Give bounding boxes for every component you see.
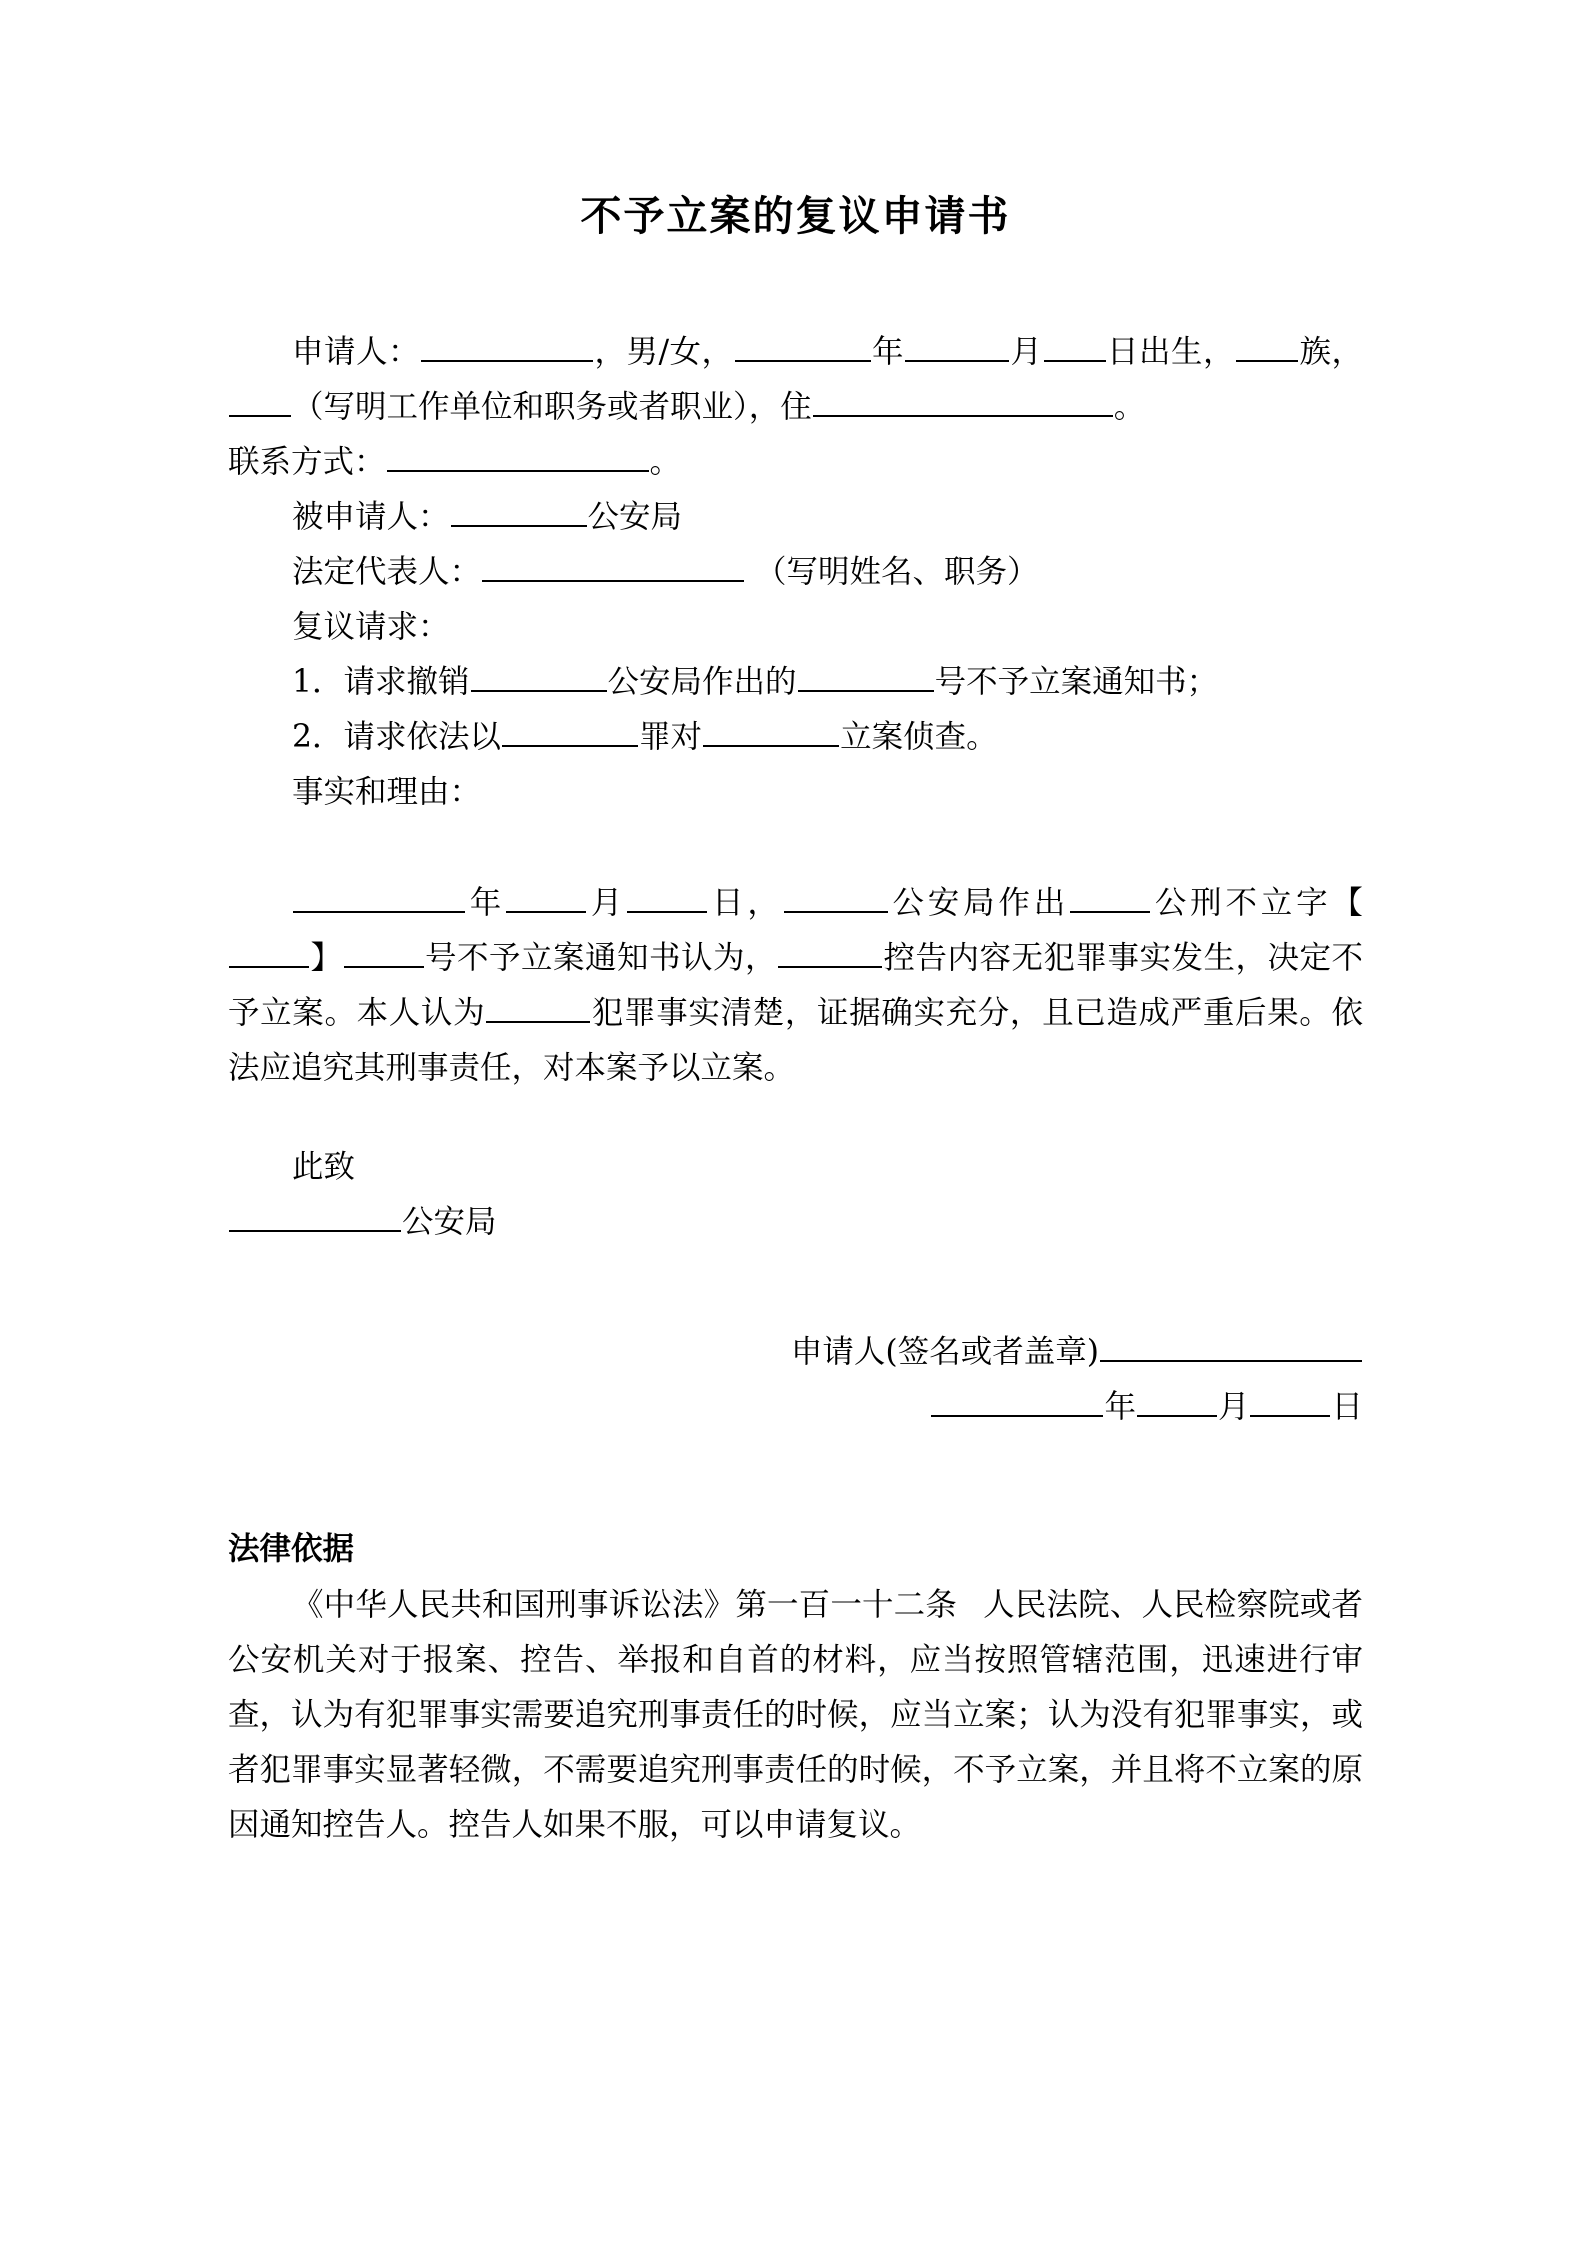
sign-day-blank[interactable] [1250, 1384, 1330, 1417]
fact-day-blank[interactable] [627, 880, 707, 913]
born-continuation: 生， [1170, 334, 1235, 370]
fact-month-blank[interactable] [506, 880, 586, 913]
closing-addressee [228, 1195, 1363, 1250]
request-2-prefix: 2．请求依法以 [292, 719, 502, 755]
legal-representative-blank[interactable] [482, 549, 744, 582]
accuser-blank[interactable] [778, 935, 882, 968]
request-1-doc-number-blank[interactable] [798, 659, 934, 692]
occupation-note: （写明工作单位和职务或者职业），住 [292, 389, 812, 425]
fact-doc-bracket-blank[interactable] [229, 935, 309, 968]
facts-text-d: 犯罪事实清楚，证据确实充分，且已造成严重后果。依法应追究其刑事 [228, 995, 1363, 1086]
signature-block [228, 1325, 1363, 1435]
signature-label: 申请人(签名或者盖章) [790, 1334, 1099, 1370]
legal-representative-note: （写明姓名、职务） [755, 554, 1039, 590]
closing-salutation [228, 1140, 1363, 1195]
fact-bureau-text: 公安局作出 [888, 885, 1070, 921]
suspect-blank[interactable] [486, 990, 590, 1023]
applicant-identity-paragraph [228, 325, 1363, 435]
respondent-bureau-blank[interactable] [451, 494, 587, 527]
request-1-prefix: 1．请求撤销 [292, 664, 470, 700]
address-period: 。 [1113, 389, 1146, 425]
respondent-bureau-suffix: 公安局 [587, 499, 683, 535]
signature-line [228, 1325, 1363, 1380]
birth-year-unit: 年 [871, 334, 905, 370]
birth-day-blank[interactable] [1044, 329, 1106, 362]
legal-representative-label: 法定代表人： [292, 554, 482, 590]
closing-addressee-org: 公安局 [402, 1204, 497, 1240]
legal-basis-text: 人民法院、人民检察院或者公安机关对于报案、控告、举报和自首的材料，应当按照管辖范围，迅速进行审查，认为有犯罪事实需要追究刑事责任的时候，应当立案；认为没有犯罪事实，或者犯罪事实显著轻微，不需要追究刑事责任的时候，不予立案，并且将不立案的原因通知控告人。控告人如果不服，可以申请复议。 [228, 1587, 1363, 1843]
facts-text-e: 责任，对本案予以立案。 [448, 1050, 796, 1086]
sign-month-blank[interactable] [1137, 1384, 1217, 1417]
request-1-bureau-blank[interactable] [471, 659, 607, 692]
request-2-suffix: 立案侦查。 [840, 719, 998, 755]
address-blank[interactable] [813, 384, 1113, 417]
facts-and-reasons-block [228, 876, 1363, 1096]
facts-text-a: 不予立案通知书认为， [457, 940, 777, 976]
contact-period: 。 [649, 444, 682, 480]
facts-text-b: 控告内容无犯罪事实发生，决定不予立案。本人认 [228, 940, 1363, 1031]
closing-salutation-text: 此致 [292, 1149, 356, 1185]
closing-addressee-blank[interactable] [229, 1199, 401, 1232]
fact-year-blank[interactable] [293, 880, 465, 913]
fact-bureau-blank[interactable] [784, 880, 888, 913]
request-1-suffix: 号不予立案通知书； [934, 664, 1219, 700]
signature-date-line [228, 1380, 1363, 1435]
birth-month-unit: 月 [1010, 334, 1043, 370]
review-request-heading [228, 600, 1363, 655]
ethnicity-blank[interactable] [1236, 329, 1298, 362]
request-2-mid: 罪对 [639, 719, 703, 755]
respondent-label: 被申请人： [292, 499, 450, 535]
signature-blank[interactable] [1100, 1329, 1362, 1362]
review-request-item-2 [228, 710, 1363, 765]
applicant-label: 申请人： [292, 334, 420, 370]
page-title: 不予立案的复议申请书 [580, 192, 1011, 240]
review-request-item-1 [228, 655, 1363, 710]
fact-month-unit: 月 [587, 885, 627, 921]
fact-doc-prefix: 公刑不立字【 [1151, 885, 1363, 921]
sign-year-unit: 年 [1104, 1389, 1136, 1425]
birth-day-unit: 日出 [1106, 334, 1171, 370]
occupation-blank[interactable] [229, 384, 291, 417]
sign-day-unit: 日 [1331, 1389, 1363, 1425]
closing-block [228, 1140, 1363, 1250]
respondent-block [228, 490, 1363, 820]
request-1-mid: 公安局作出的 [607, 664, 797, 700]
request-2-subject-blank[interactable] [703, 714, 839, 747]
gender-separator: ，男/女， [593, 334, 734, 370]
legal-representative-paragraph [228, 545, 1363, 600]
sign-year-blank[interactable] [931, 1384, 1103, 1417]
legal-basis-body [228, 1578, 1363, 1853]
fact-doc-year-blank[interactable] [1070, 880, 1150, 913]
birth-month-blank[interactable] [905, 329, 1009, 362]
request-2-charge-blank[interactable] [502, 714, 638, 747]
legal-basis-citation: 《中华人民共和国刑事诉讼法》第一百一十二条 [292, 1587, 957, 1623]
contact-label: 联系方式： [228, 444, 386, 480]
facts-text-c: 为 [453, 995, 486, 1031]
fact-doc-suffix: 】 [310, 940, 343, 976]
ethnicity-unit: 族， [1298, 334, 1363, 370]
sign-month-unit: 月 [1217, 1389, 1250, 1425]
birth-year-blank[interactable] [735, 329, 871, 362]
fact-doc-number-unit: 号 [424, 940, 457, 976]
legal-basis-heading [228, 1522, 354, 1577]
applicant-info-block [228, 325, 1363, 490]
applicant-name-blank[interactable] [421, 329, 593, 362]
fact-year-unit: 年 [466, 885, 506, 921]
facts-heading-label: 事实和理由： [292, 774, 482, 810]
facts-and-reasons-heading [228, 765, 1363, 820]
fact-doc-serial-blank[interactable] [344, 935, 424, 968]
legal-basis-heading-text: 法律依据 [228, 1531, 355, 1567]
facts-paragraph [228, 876, 1363, 1096]
fact-day-unit: 日， [708, 885, 783, 921]
contact-blank[interactable] [387, 439, 649, 472]
respondent-paragraph [228, 490, 1363, 545]
contact-paragraph [228, 435, 1363, 490]
review-request-heading-label: 复议请求： [292, 609, 450, 645]
